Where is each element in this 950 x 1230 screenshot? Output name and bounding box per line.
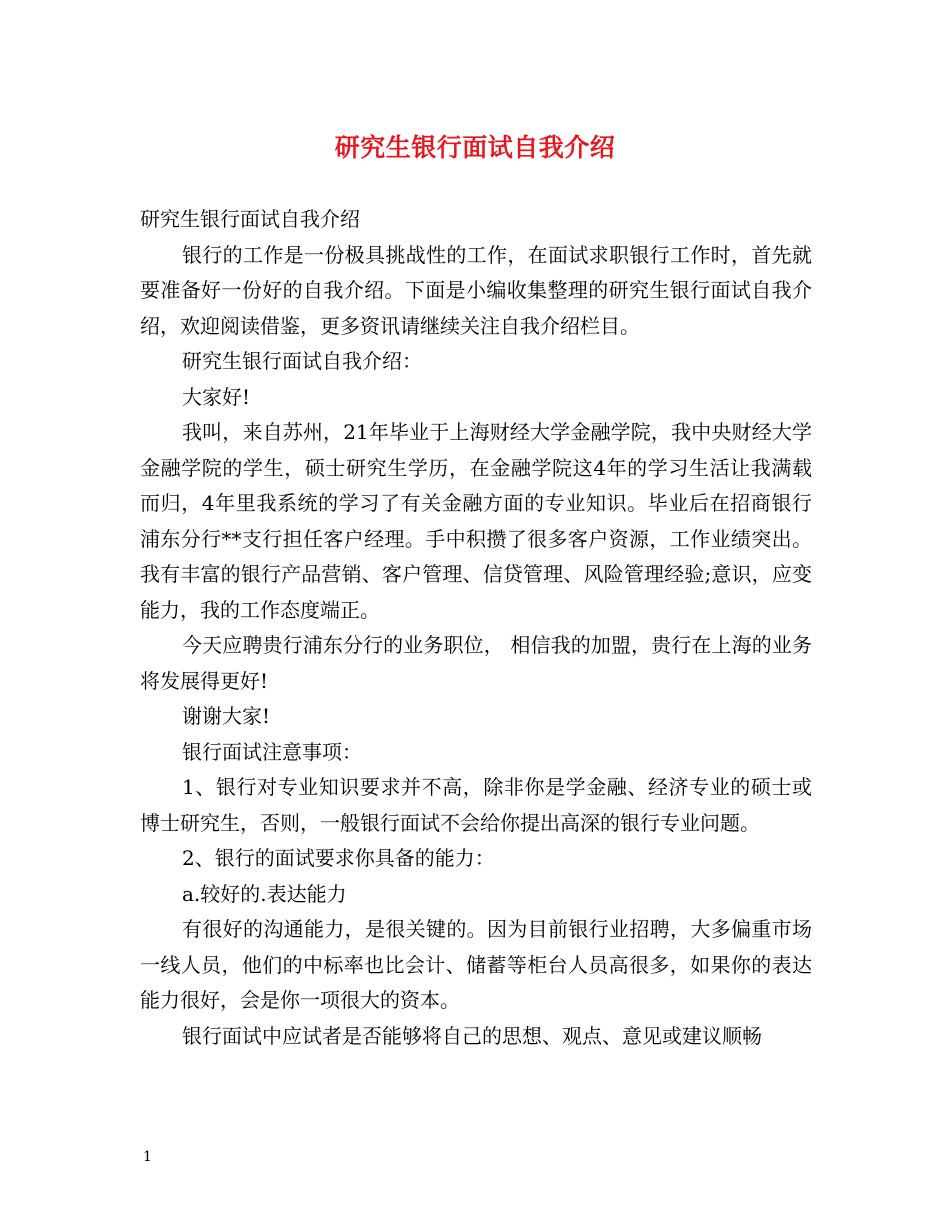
paragraph: 谢谢大家! — [182, 704, 271, 728]
paragraph: 我叫，来自苏州，21年毕业于上海财经大学金融学院，我中央财经大学金融学院的学生，硕士研究生学历，在金融学院这4年的学习生活让我满载而归，4年里我系统的学习了有关金融方面的专业知识。毕业后在招商银行浦东分行**支行担任客户经理。手中积攒了很多客户资源，工作业绩突出。我有丰富的银行产品营销、客户管理、信贷管理、风险管理经验;意识，应变能力，我的工作态度端正。 — [140, 420, 812, 622]
document-body — [140, 202, 812, 1054]
paragraph: 有很好的沟通能力，是很关键的。因为目前银行业招聘，大多偏重市场一线人员，他们的中标率也比会计、储蓄等柜台人员高很多，如果你的表达能力很好，会是你一项很大的资本。 — [140, 917, 812, 1012]
paragraph: 研究生银行面试自我介绍： — [182, 349, 422, 373]
paragraph: a.较好的.表达能力 — [182, 881, 347, 906]
paragraph: 今天应聘贵行浦东分行的业务职位， 相信我的加盟，贵行在上海的业务将发展得更好! — [140, 633, 812, 693]
page-number: 1 — [143, 1149, 152, 1165]
document-title: 研究生银行面试自我介绍 — [334, 133, 616, 162]
paragraph: 银行面试中应试者是否能够将自己的思想、观点、意见或建议顺畅 — [182, 1023, 762, 1048]
paragraph: 大家好! — [182, 384, 251, 409]
paragraph: 银行的工作是一份极具挑战性的工作，在面试求职银行工作时，首先就要准备好一份好的自我介绍。下面是小编收集整理的研究生银行面试自我介绍，欢迎阅读借鉴，更多资讯请继续关注自我介绍栏目。 — [140, 242, 812, 338]
paragraph: 银行面试注意事项： — [182, 739, 362, 764]
paragraph: 研究生银行面试自我介绍 — [140, 207, 360, 231]
paragraph: 2、银行的面试要求你具备的能力： — [182, 846, 495, 870]
paragraph: 1、银行对专业知识要求并不高，除非你是学金融、经济专业的硕士或博士研究生，否则，一般银行面试不会给你提出高深的银行专业问题。 — [140, 775, 812, 835]
